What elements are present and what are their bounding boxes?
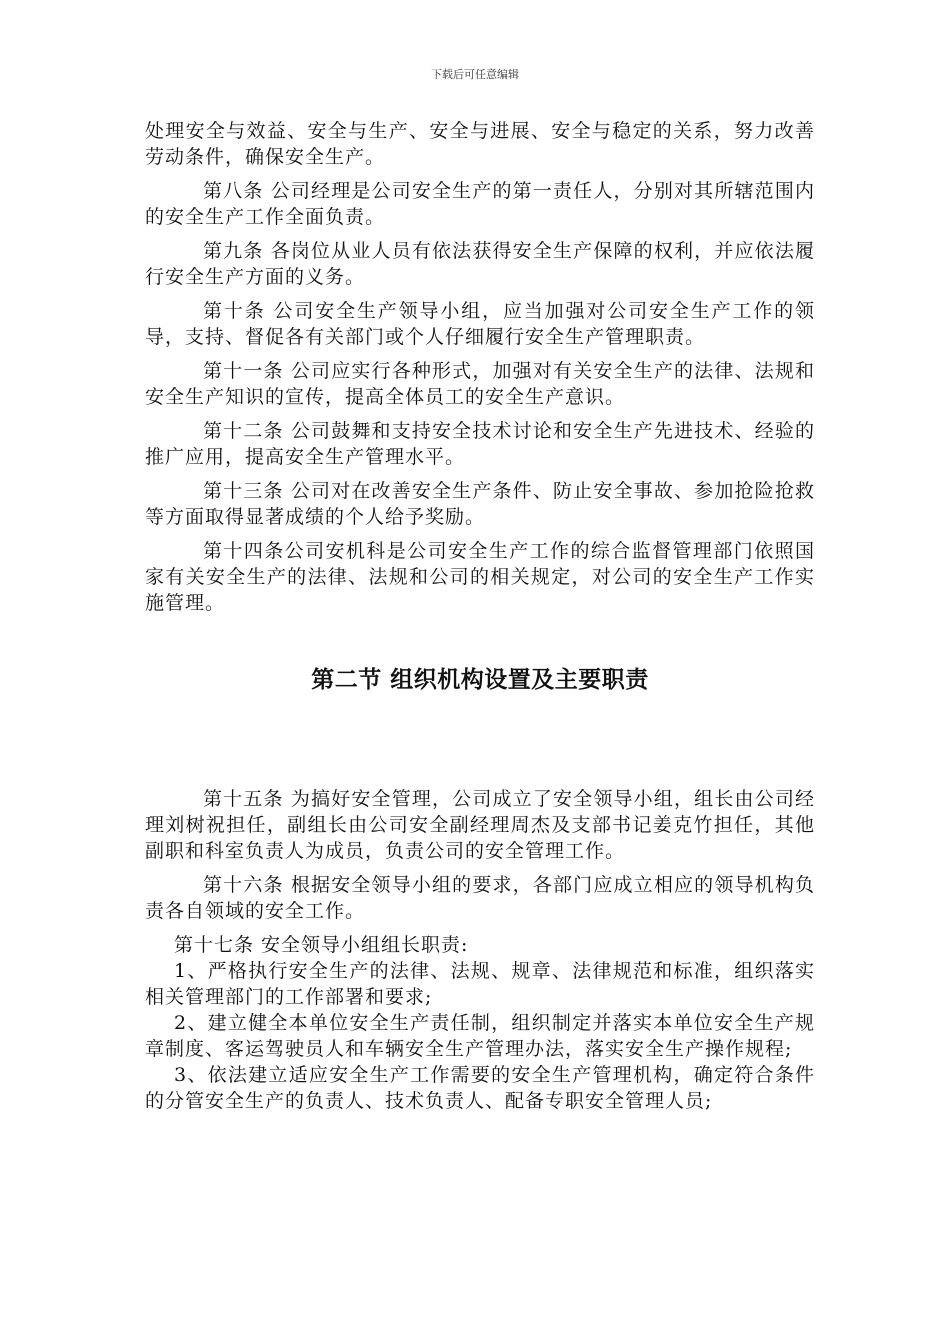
article-13: 第十三条 公司对在改善安全生产条件、防止安全事故、参加抢险抢救等方面取得显著成绩的个人给予奖励。 — [145, 480, 815, 528]
duty-item-2: 2、建立健全本单位安全生产责任制，组织制定并落实本单位安全生产规章制度、客运驾驶员人和车辆安全生产管理办法，落实安全生产操作规程; — [145, 1012, 815, 1060]
article-12: 第十二条 公司鼓舞和支持安全技术讨论和安全生产先进技术、经验的推广应用，提高安全生产管理水平。 — [145, 420, 815, 468]
duty-item-1: 1、严格执行安全生产的法律、法规、规章、法律规范和标准，组织落实相关管理部门的工作部署和要求; — [145, 960, 815, 1008]
article-9: 第九条 各岗位从业人员有依法获得安全生产保障的权利，并应依法履行安全生产方面的义务。 — [145, 240, 815, 288]
section-title: 第二节 组织机构设置及主要职责 — [311, 667, 649, 693]
page-header-note: 下载后可任意编辑 — [431, 68, 519, 81]
article-11: 第十一条 公司应实行各种形式，加强对有关安全生产的法律、法规和安全生产知识的宣传，提高全体员工的安全生产意识。 — [145, 360, 815, 408]
article-14: 第十四条公司安机科是公司安全生产工作的综合监督管理部门依照国家有关安全生产的法律、法规和公司的相关规定，对公司的安全生产工作实施管理。 — [145, 540, 815, 614]
article-10: 第十条 公司安全生产领导小组，应当加强对公司安全生产工作的领导，支持、督促各有关部门或个人仔细履行安全生产管理职责。 — [145, 300, 815, 348]
document-body — [145, 118, 815, 1114]
article-16: 第十六条 根据安全领导小组的要求，各部门应成立相应的领导机构负责各自领域的安全工作。 — [145, 874, 815, 922]
article-15: 第十五条 为搞好安全管理，公司成立了安全领导小组，组长由公司经理刘树祝担任，副组长由公司安全副经理周杰及支部书记姜克竹担任，其他副职和科室负责人为成员，负责公司的安全管理工作。 — [145, 788, 815, 862]
paragraph: 处理安全与效益、安全与生产、安全与进展、安全与稳定的关系，努力改善劳动条件，确保安全生产。 — [145, 120, 815, 168]
article-17: 第十七条 安全领导小组组长职责: — [174, 934, 469, 956]
duty-item-3: 3、依法建立适应安全生产工作需要的安全生产管理机构，确定符合条件的分管安全生产的负责人、技术负责人、配备专职安全管理人员; — [145, 1064, 815, 1112]
article-8: 第八条 公司经理是公司安全生产的第一责任人，分别对其所辖范围内的安全生产工作全面负责。 — [145, 180, 815, 228]
